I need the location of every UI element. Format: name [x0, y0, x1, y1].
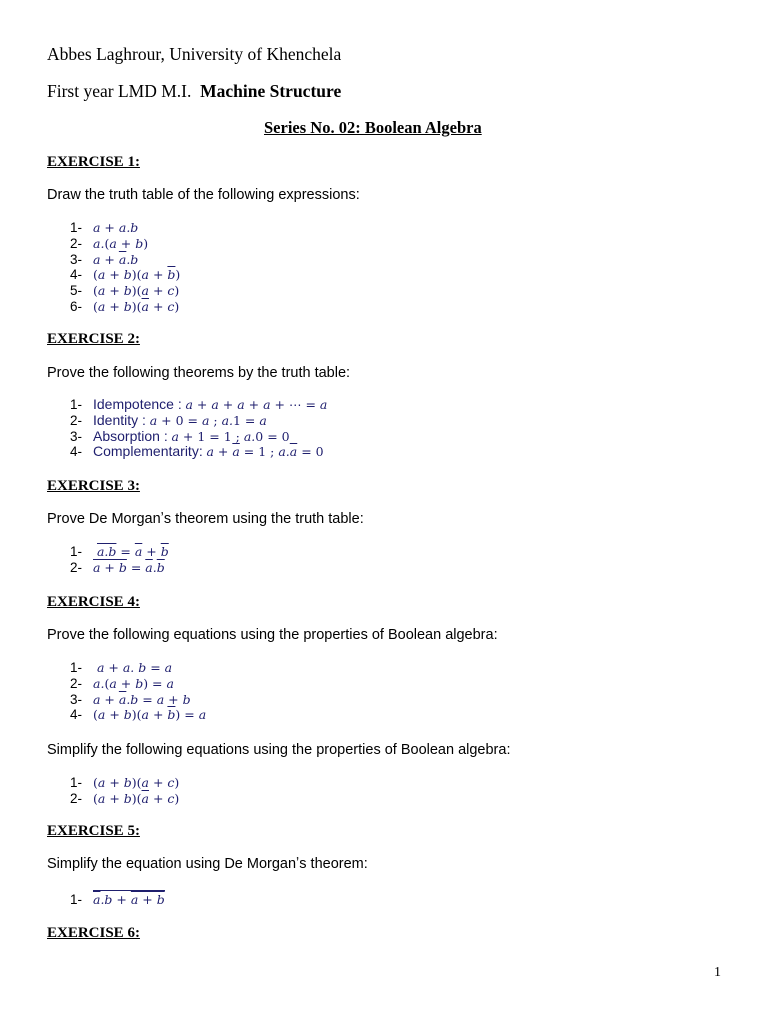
expression: $(a + b)(a + \overline{b})$ [93, 267, 181, 283]
expression: $\overline{a}.b + a + b$ [93, 892, 165, 907]
expression: $a + \overline{a}.b = a + b$ [93, 691, 191, 707]
expression: $(a + b)(\overline{a} + c)$ [93, 298, 180, 314]
expression: a.(a + b) [93, 235, 149, 251]
expression: a + a + a + a + ⋯ = a [185, 397, 328, 412]
expression: $a.b = \overline{a} + \overline{b}$ [96, 544, 169, 559]
list-item: 1- $\overline{a}.b + a + b$ [70, 892, 165, 907]
page-number: 1 [714, 965, 721, 980]
exercise-1-list [70, 220, 180, 315]
list-item: 4- $(a + b)(a + \overline{b}) = a$ [70, 707, 207, 723]
list-item: 3- $a + \overline{a}.b$ [70, 251, 139, 267]
expression: $a + \overline{a}.b$ [93, 251, 139, 267]
exercise-4-title: EXERCISE 4: [47, 594, 140, 610]
exercise-5-instruction: Simplify the equation using De Morganʼs theorem: [47, 856, 368, 872]
course-line [47, 81, 341, 102]
list-item: 2- $(a + b)(\overline{a} + c)$ [70, 790, 180, 806]
series-title: Series No. 02: Boolean Algebra [264, 118, 482, 137]
expression: a + 1 = 1 ; a.0 = 0 [171, 428, 290, 444]
list-item: 4- Complementarity: $a + \overline{a} = 1$ ; $a.\overline{a} = 0$ [70, 443, 324, 460]
list-item: 2- a.(a + b) [70, 235, 149, 251]
list-item: 2- a.(a + b) = a [70, 675, 174, 691]
course-name: Machine Structure [200, 81, 342, 101]
exercise-5-title: EXERCISE 5: [47, 823, 140, 839]
list-item: 3- Absorption : a + 1 = 1 ; a.0 = 0 [70, 427, 290, 444]
list-item: 1- Idempotence : a + a + a + a + ⋯ = a [70, 396, 328, 412]
expression: a + a. b = a [93, 660, 173, 675]
list-item: 5- (a + b)(a + c) [70, 283, 180, 299]
exercise-1-instruction: Draw the truth table of the following expressions: [47, 187, 360, 203]
author-line: Abbes Laghrour, University of Khenchela [47, 44, 342, 64]
expression: a + 0 = a ; a.1 = a [149, 412, 267, 428]
list-item: 2- Identity : a + 0 = a ; a.1 = a [70, 411, 267, 428]
exercise-3-instruction: Prove De Morganʼs theorem using the truth table: [47, 511, 364, 527]
exercise-1-title: EXERCISE 1: [47, 154, 140, 170]
list-item: 1- $a.b = \overline{a} + \overline{b}$ [70, 544, 169, 559]
exercise-5-list [70, 890, 165, 906]
list-item: 2- $a + b = \overline{a}.\overline{b}$ [70, 559, 165, 575]
exercise-3-title: EXERCISE 3: [47, 478, 140, 494]
exercise-4-instruction: Prove the following equations using the properties of Boolean algebra: [47, 627, 498, 643]
exercise-2-instruction: Prove the following theorems by the truth table: [47, 365, 351, 381]
exercise-6-title: EXERCISE 6: [47, 925, 140, 941]
expression: (a + b)(a + c) [93, 283, 180, 299]
exercise-3-list [70, 544, 169, 576]
course-prefix: First year LMD M.I. [47, 81, 192, 101]
list-item: 1- a + a. b = a [70, 660, 173, 675]
expression: (a + b)(a + c) [93, 775, 180, 790]
exercise-2-title: EXERCISE 2: [47, 331, 140, 347]
expression: a + a.b [93, 220, 139, 235]
list-item: 4- $(a + b)(a + \overline{b})$ [70, 267, 181, 283]
list-item: 1- (a + b)(a + c) [70, 775, 180, 790]
exercise-2-list [70, 397, 327, 460]
expression: $(a + b)(a + \overline{b}) = a$ [93, 707, 207, 723]
exercise-4-instruction-2: Simplify the following equations using the properties of Boolean algebra: [47, 742, 511, 758]
list-item: 3- $a + \overline{a}.b = a + b$ [70, 691, 191, 707]
exercise-4-list-2 [70, 775, 179, 807]
expression: $a + \overline{a} = 1$ ; $a.\overline{a} = 0$ [206, 444, 324, 460]
expression: $a + b = \overline{a}.\overline{b}$ [93, 559, 165, 575]
expression: $(a + b)(\overline{a} + c)$ [93, 790, 180, 806]
list-item: 6- $(a + b)(\overline{a} + c)$ [70, 298, 180, 314]
expression: a.(a + b) = a [93, 675, 174, 691]
exercise-4-list [70, 660, 206, 723]
list-item: 1- a + a.b [70, 220, 139, 235]
